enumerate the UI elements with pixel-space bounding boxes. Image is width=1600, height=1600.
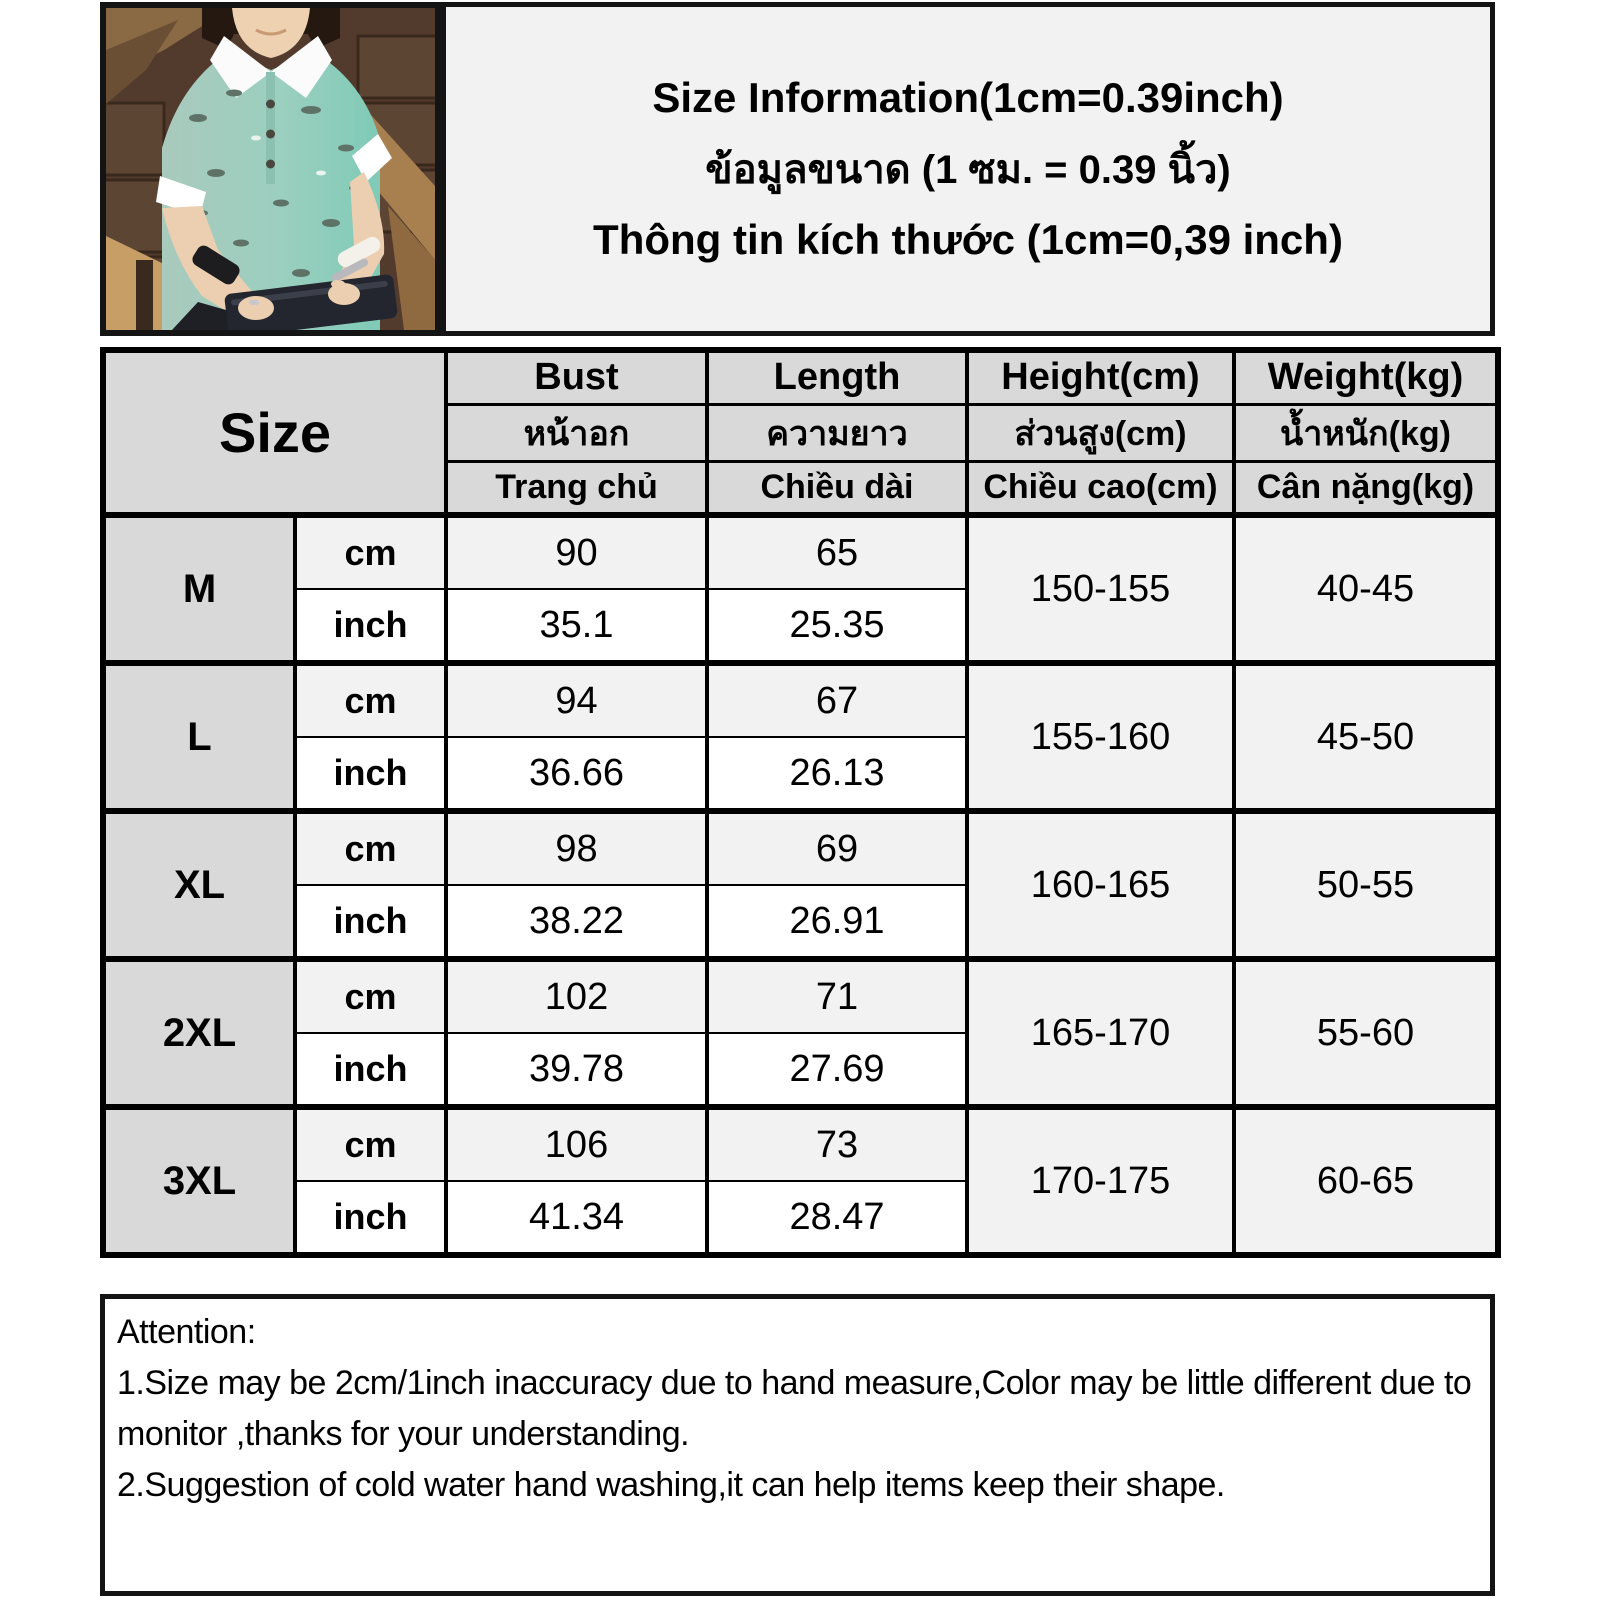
bust-header-vi: Trang chủ xyxy=(446,461,707,515)
unit-cm-cell: cm xyxy=(295,515,446,589)
length-header-vi: Chiều dài xyxy=(707,461,967,515)
row-3xl-cm xyxy=(103,1107,1498,1181)
length-inch-value: 27.69 xyxy=(707,1033,967,1107)
unit-inch-cell: inch xyxy=(295,737,446,811)
height-range: 155-160 xyxy=(967,663,1234,811)
bust-cm-value: 98 xyxy=(446,811,707,885)
size-cell-2xl: 2XL xyxy=(103,959,295,1107)
unit-cm-cell: cm xyxy=(295,811,446,885)
height-range: 150-155 xyxy=(967,515,1234,663)
bust-inch-value: 38.22 xyxy=(446,885,707,959)
unit-inch-cell: inch xyxy=(295,1181,446,1255)
length-cm-value: 71 xyxy=(707,959,967,1033)
bust-inch-value: 41.34 xyxy=(446,1181,707,1255)
height-range: 165-170 xyxy=(967,959,1234,1107)
bust-cm-value: 90 xyxy=(446,515,707,589)
row-2xl-cm xyxy=(103,959,1498,1033)
header-row-english xyxy=(103,350,1498,404)
weight-range: 45-50 xyxy=(1234,663,1498,811)
attention-note-1: 1.Size may be 2cm/1inch inaccuracy due to hand measure,Color may be little different due to monitor ,thanks for your understanding. xyxy=(117,1364,1472,1453)
size-column-header: Size xyxy=(103,350,446,515)
bust-cm-value: 102 xyxy=(446,959,707,1033)
attention-box xyxy=(100,1294,1495,1596)
row-l-cm xyxy=(103,663,1498,737)
size-cell-l: L xyxy=(103,663,295,811)
weight-range: 50-55 xyxy=(1234,811,1498,959)
title-english: Size Information(1cm=0.39inch) xyxy=(652,74,1284,121)
unit-inch-cell: inch xyxy=(295,885,446,959)
length-inch-value: 25.35 xyxy=(707,589,967,663)
length-cm-value: 65 xyxy=(707,515,967,589)
length-header-en: Length xyxy=(707,350,967,404)
bust-inch-value: 39.78 xyxy=(446,1033,707,1107)
row-m-cm xyxy=(103,515,1498,589)
height-range: 160-165 xyxy=(967,811,1234,959)
unit-cm-cell: cm xyxy=(295,959,446,1033)
title-panel xyxy=(441,2,1495,336)
weight-header-th: น้ำหนัก(kg) xyxy=(1234,404,1498,461)
weight-range: 55-60 xyxy=(1234,959,1498,1107)
bust-cm-value: 94 xyxy=(446,663,707,737)
attention-heading: Attention: xyxy=(117,1313,256,1351)
bust-inch-value: 35.1 xyxy=(446,589,707,663)
product-photo-illustration xyxy=(106,8,435,330)
height-header-en: Height(cm) xyxy=(967,350,1234,404)
weight-range: 60-65 xyxy=(1234,1107,1498,1255)
weight-header-vi: Cân nặng(kg) xyxy=(1234,461,1498,515)
title-vietnamese: Thông tin kích thước (1cm=0,39 inch) xyxy=(593,216,1343,263)
bust-header-en: Bust xyxy=(446,350,707,404)
size-cell-m: M xyxy=(103,515,295,663)
bust-header-th: หน้าอก xyxy=(446,404,707,461)
unit-cm-cell: cm xyxy=(295,1107,446,1181)
unit-inch-cell: inch xyxy=(295,1033,446,1107)
weight-range: 40-45 xyxy=(1234,515,1498,663)
length-cm-value: 69 xyxy=(707,811,967,885)
height-header-vi: Chiều cao(cm) xyxy=(967,461,1234,515)
attention-note-2: 2.Suggestion of cold water hand washing,it can help items keep their shape. xyxy=(117,1466,1225,1504)
weight-header-en: Weight(kg) xyxy=(1234,350,1498,404)
row-xl-cm xyxy=(103,811,1498,885)
size-cell-3xl: 3XL xyxy=(103,1107,295,1255)
unit-inch-cell: inch xyxy=(295,589,446,663)
length-cm-value: 67 xyxy=(707,663,967,737)
length-inch-value: 26.13 xyxy=(707,737,967,811)
product-photo xyxy=(100,2,441,336)
title-thai: ข้อมูลขนาด (1 ซม. = 0.39 นิ้ว) xyxy=(705,148,1231,192)
size-table xyxy=(100,347,1501,1258)
length-cm-value: 73 xyxy=(707,1107,967,1181)
bust-cm-value: 106 xyxy=(446,1107,707,1181)
bust-inch-value: 36.66 xyxy=(446,737,707,811)
length-inch-value: 26.91 xyxy=(707,885,967,959)
size-cell-xl: XL xyxy=(103,811,295,959)
height-header-th: ส่วนสูง(cm) xyxy=(967,404,1234,461)
height-range: 170-175 xyxy=(967,1107,1234,1255)
unit-cm-cell: cm xyxy=(295,663,446,737)
length-inch-value: 28.47 xyxy=(707,1181,967,1255)
length-header-th: ความยาว xyxy=(707,404,967,461)
